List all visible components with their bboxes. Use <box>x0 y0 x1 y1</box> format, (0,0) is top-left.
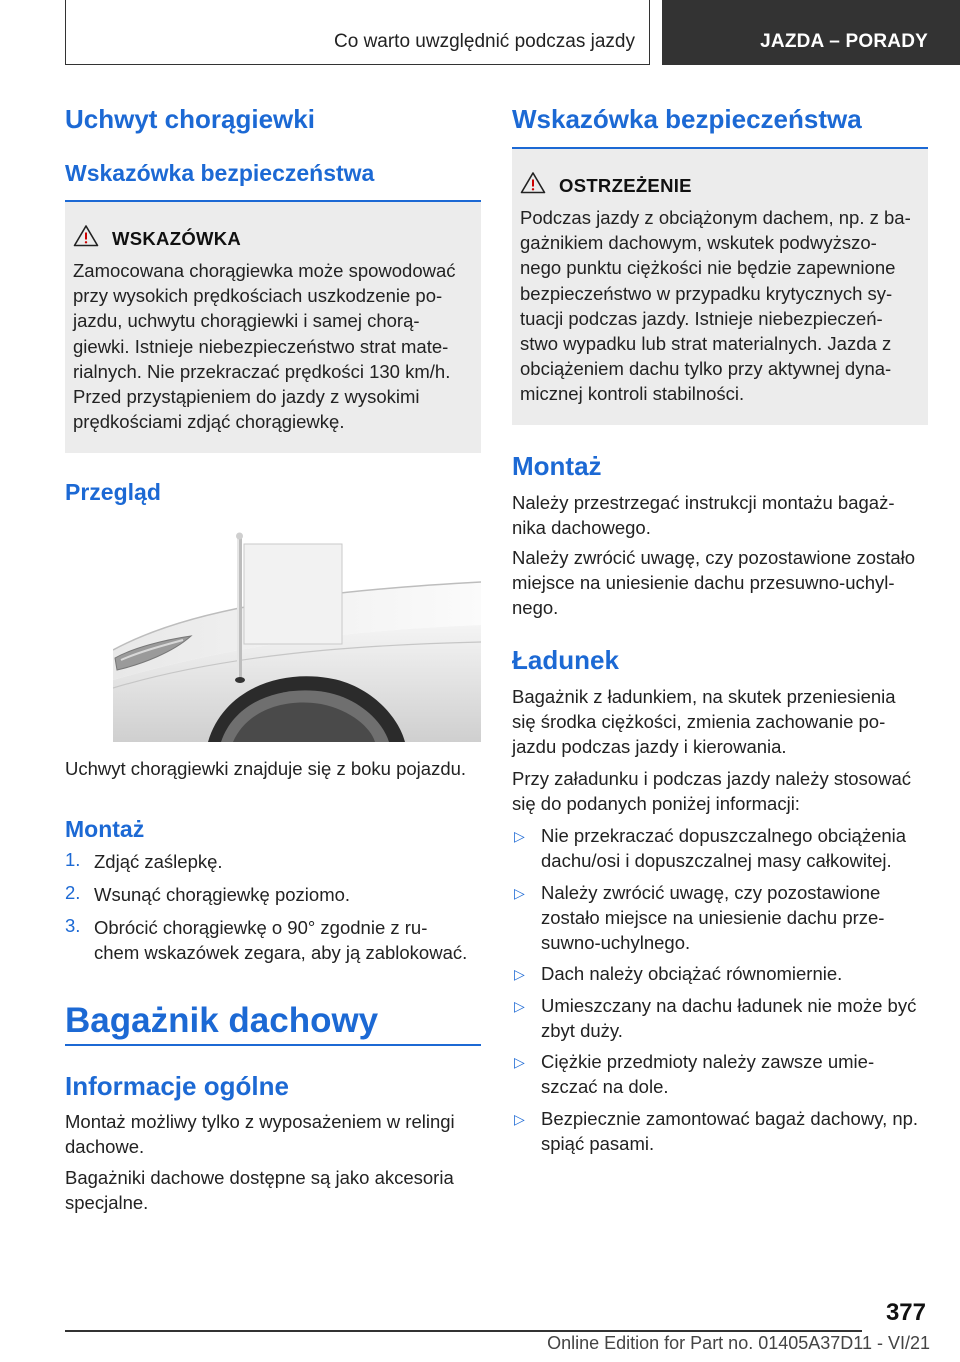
step-line: Obrócić chorągiewkę o 90° zgodnie z ru- <box>94 917 428 938</box>
notice-line: Zamocowana chorągiewka może spowodować <box>73 260 456 281</box>
step-line: Zdjąć zaślepkę. <box>94 851 223 872</box>
notice-line: rialnych. Nie przekraczać prędkości 130 km/h. <box>73 360 451 382</box>
bullet-text <box>541 993 931 1043</box>
step-text <box>94 882 484 907</box>
flag-holder-illustration <box>113 530 481 742</box>
bullet-line: suwno-uchylnego. <box>541 932 691 954</box>
paragraph-line: nika dachowego. <box>512 517 651 539</box>
overview-heading: Przegląd <box>65 479 161 505</box>
bullet-line: dachu/osi i dopuszczalnej masy całkowitej. <box>541 850 892 872</box>
bullet-triangle-icon: ▷ <box>514 1111 525 1127</box>
bullet-line: Nie przekraczać dopuszczalnego obciążenia <box>541 825 907 846</box>
bullet-line: zbyt duży. <box>541 1020 623 1042</box>
paragraph-line: Przy załadunku i podczas jazdy należy stosować <box>512 768 911 789</box>
image-caption: Uchwyt chorągiewki znajduje się z boku pojazdu. <box>65 758 467 779</box>
paragraph-line: się do podanych poniżej informacji: <box>512 793 800 815</box>
bullet-triangle-icon: ▷ <box>514 1054 525 1070</box>
notice-line: Przed przystąpieniem do jazdy z wysokimi <box>73 386 420 408</box>
header-chapter-box <box>662 0 960 65</box>
general-info-heading: Informacje ogólne <box>65 1071 289 1101</box>
warning-text <box>520 205 925 407</box>
bullet-text <box>541 961 931 986</box>
bullet-triangle-icon: ▷ <box>514 828 525 844</box>
right-safety-heading: Wskazówka bezpieczeństwa <box>512 104 862 134</box>
notice-box <box>65 202 481 453</box>
step-line: chem wskazówek zegara, aby ją zablokować. <box>94 942 468 964</box>
bullet-line: zostało miejsce na uniesienie dachu prze- <box>541 907 885 929</box>
roof-rack-title: Bagażnik dachowy <box>65 1001 379 1040</box>
bullet-text <box>541 1049 931 1099</box>
paragraph-line: miejsce na uniesienie dachu przesuwno-uchyl- <box>512 572 895 594</box>
load-heading: Ładunek <box>512 645 619 675</box>
step-text <box>94 915 484 965</box>
bullet-line: Dach należy obciążać równomiernie. <box>541 963 843 984</box>
warning-line: stwo wypadku lub strat materialnych. Jazda z <box>520 333 892 355</box>
header-section-box <box>65 0 650 65</box>
paragraph-line: dachowe. <box>65 1136 145 1158</box>
left-mounting-heading: Montaż <box>65 816 145 842</box>
step-number: 2. <box>65 882 81 903</box>
paragraph-line: Bagażniki dachowe dostępne są jako akcesoria <box>65 1167 454 1188</box>
warning-line: gażnikiem dachowym, wskutek podwyższo- <box>520 232 877 254</box>
load-paragraph <box>512 684 932 760</box>
paragraph-line: specjalne. <box>65 1192 149 1214</box>
warning-triangle-icon <box>73 224 99 247</box>
warning-line: micznej kontroli stabilności. <box>520 383 745 405</box>
warning-line: obciążeniem dachu tylko przy aktywnej dyna- <box>520 358 892 380</box>
paragraph-line: Należy zwrócić uwagę, czy pozostawione zostało <box>512 547 916 568</box>
left-safety-heading: Wskazówka bezpieczeństwa <box>65 160 375 186</box>
bullet-triangle-icon: ▷ <box>514 998 525 1014</box>
bullet-line: szczać na dole. <box>541 1076 669 1098</box>
bullet-line: Należy zwrócić uwagę, czy pozostawione <box>541 882 881 903</box>
right-mounting-heading: Montaż <box>512 451 602 481</box>
warning-triangle-icon <box>520 171 546 194</box>
mounting-paragraph <box>512 545 932 621</box>
general-info-paragraph <box>65 1165 485 1215</box>
notice-line: prędkościami zdjąć chorągiewkę. <box>73 411 345 433</box>
bullet-line: Ciężkie przedmioty należy zawsze umie- <box>541 1051 875 1072</box>
paragraph-line: nego. <box>512 597 559 619</box>
notice-text <box>73 258 478 434</box>
warning-line: tuacji podczas jazdy. Istnieje niebezpieczeń- <box>520 307 883 329</box>
step-number: 1. <box>65 849 81 870</box>
header-chapter-title: JAZDA – PORADY <box>760 31 928 52</box>
paragraph-line: jazdu podczas jazdy i kierowania. <box>512 736 787 758</box>
load-paragraph <box>512 766 932 816</box>
bullet-text <box>541 823 931 873</box>
notice-line: przy wysokich prędkościach uszkodzenie po- <box>73 285 443 307</box>
warning-line: nego punktu ciężkości nie będzie zapewnione <box>520 257 896 279</box>
notice-line: jazdu, uchwytu chorągiewki i samej chorą- <box>73 310 420 332</box>
step-text <box>94 849 484 874</box>
notice-line: giewki. Istnieje niebezpieczeństwo strat mate- <box>73 335 449 357</box>
general-info-paragraph <box>65 1109 485 1159</box>
notice-label: WSKAZÓWKA <box>112 228 242 249</box>
edition-info: Online Edition for Part no. 01405A37D11 - VI/21 <box>547 1333 930 1353</box>
page-number: 377 <box>885 1299 926 1326</box>
warning-box <box>512 149 928 425</box>
step-number: 3. <box>65 915 81 936</box>
paragraph-line: Bagażnik z ładunkiem, na skutek przeniesienia <box>512 686 896 707</box>
header-section-title: Co warto uwzględnić podczas jazdy <box>334 31 635 52</box>
paragraph-line: Montaż możliwy tylko z wyposażeniem w relingi <box>65 1111 455 1132</box>
paragraph-line: się środka ciężkości, zmienia zachowanie po- <box>512 711 886 733</box>
warning-line: Podczas jazdy z obciążonym dachem, np. z ba- <box>520 207 911 228</box>
warning-line: bezpieczeństwo w przypadku krytycznych sy- <box>520 282 893 304</box>
roof-rack-rule <box>65 1044 481 1046</box>
step-line: Wsunąć chorągiewkę poziomo. <box>94 884 351 905</box>
bullet-text <box>541 1106 931 1156</box>
bullet-triangle-icon: ▷ <box>514 966 525 982</box>
bullet-text <box>541 880 931 956</box>
mounting-paragraph <box>512 490 932 540</box>
bullet-line: Bezpiecznie zamontować bagaż dachowy, np. <box>541 1108 919 1129</box>
paragraph-line: Należy przestrzegać instrukcji montażu bagaż- <box>512 492 895 513</box>
warning-label: OSTRZEŻENIE <box>559 175 692 196</box>
footer-rule <box>65 1330 862 1332</box>
bullet-line: Umieszczany na dachu ładunek nie może być <box>541 995 917 1016</box>
bullet-triangle-icon: ▷ <box>514 885 525 901</box>
flag-holder-title: Uchwyt chorągiewki <box>65 104 315 134</box>
bullet-line: spiąć pasami. <box>541 1133 655 1155</box>
